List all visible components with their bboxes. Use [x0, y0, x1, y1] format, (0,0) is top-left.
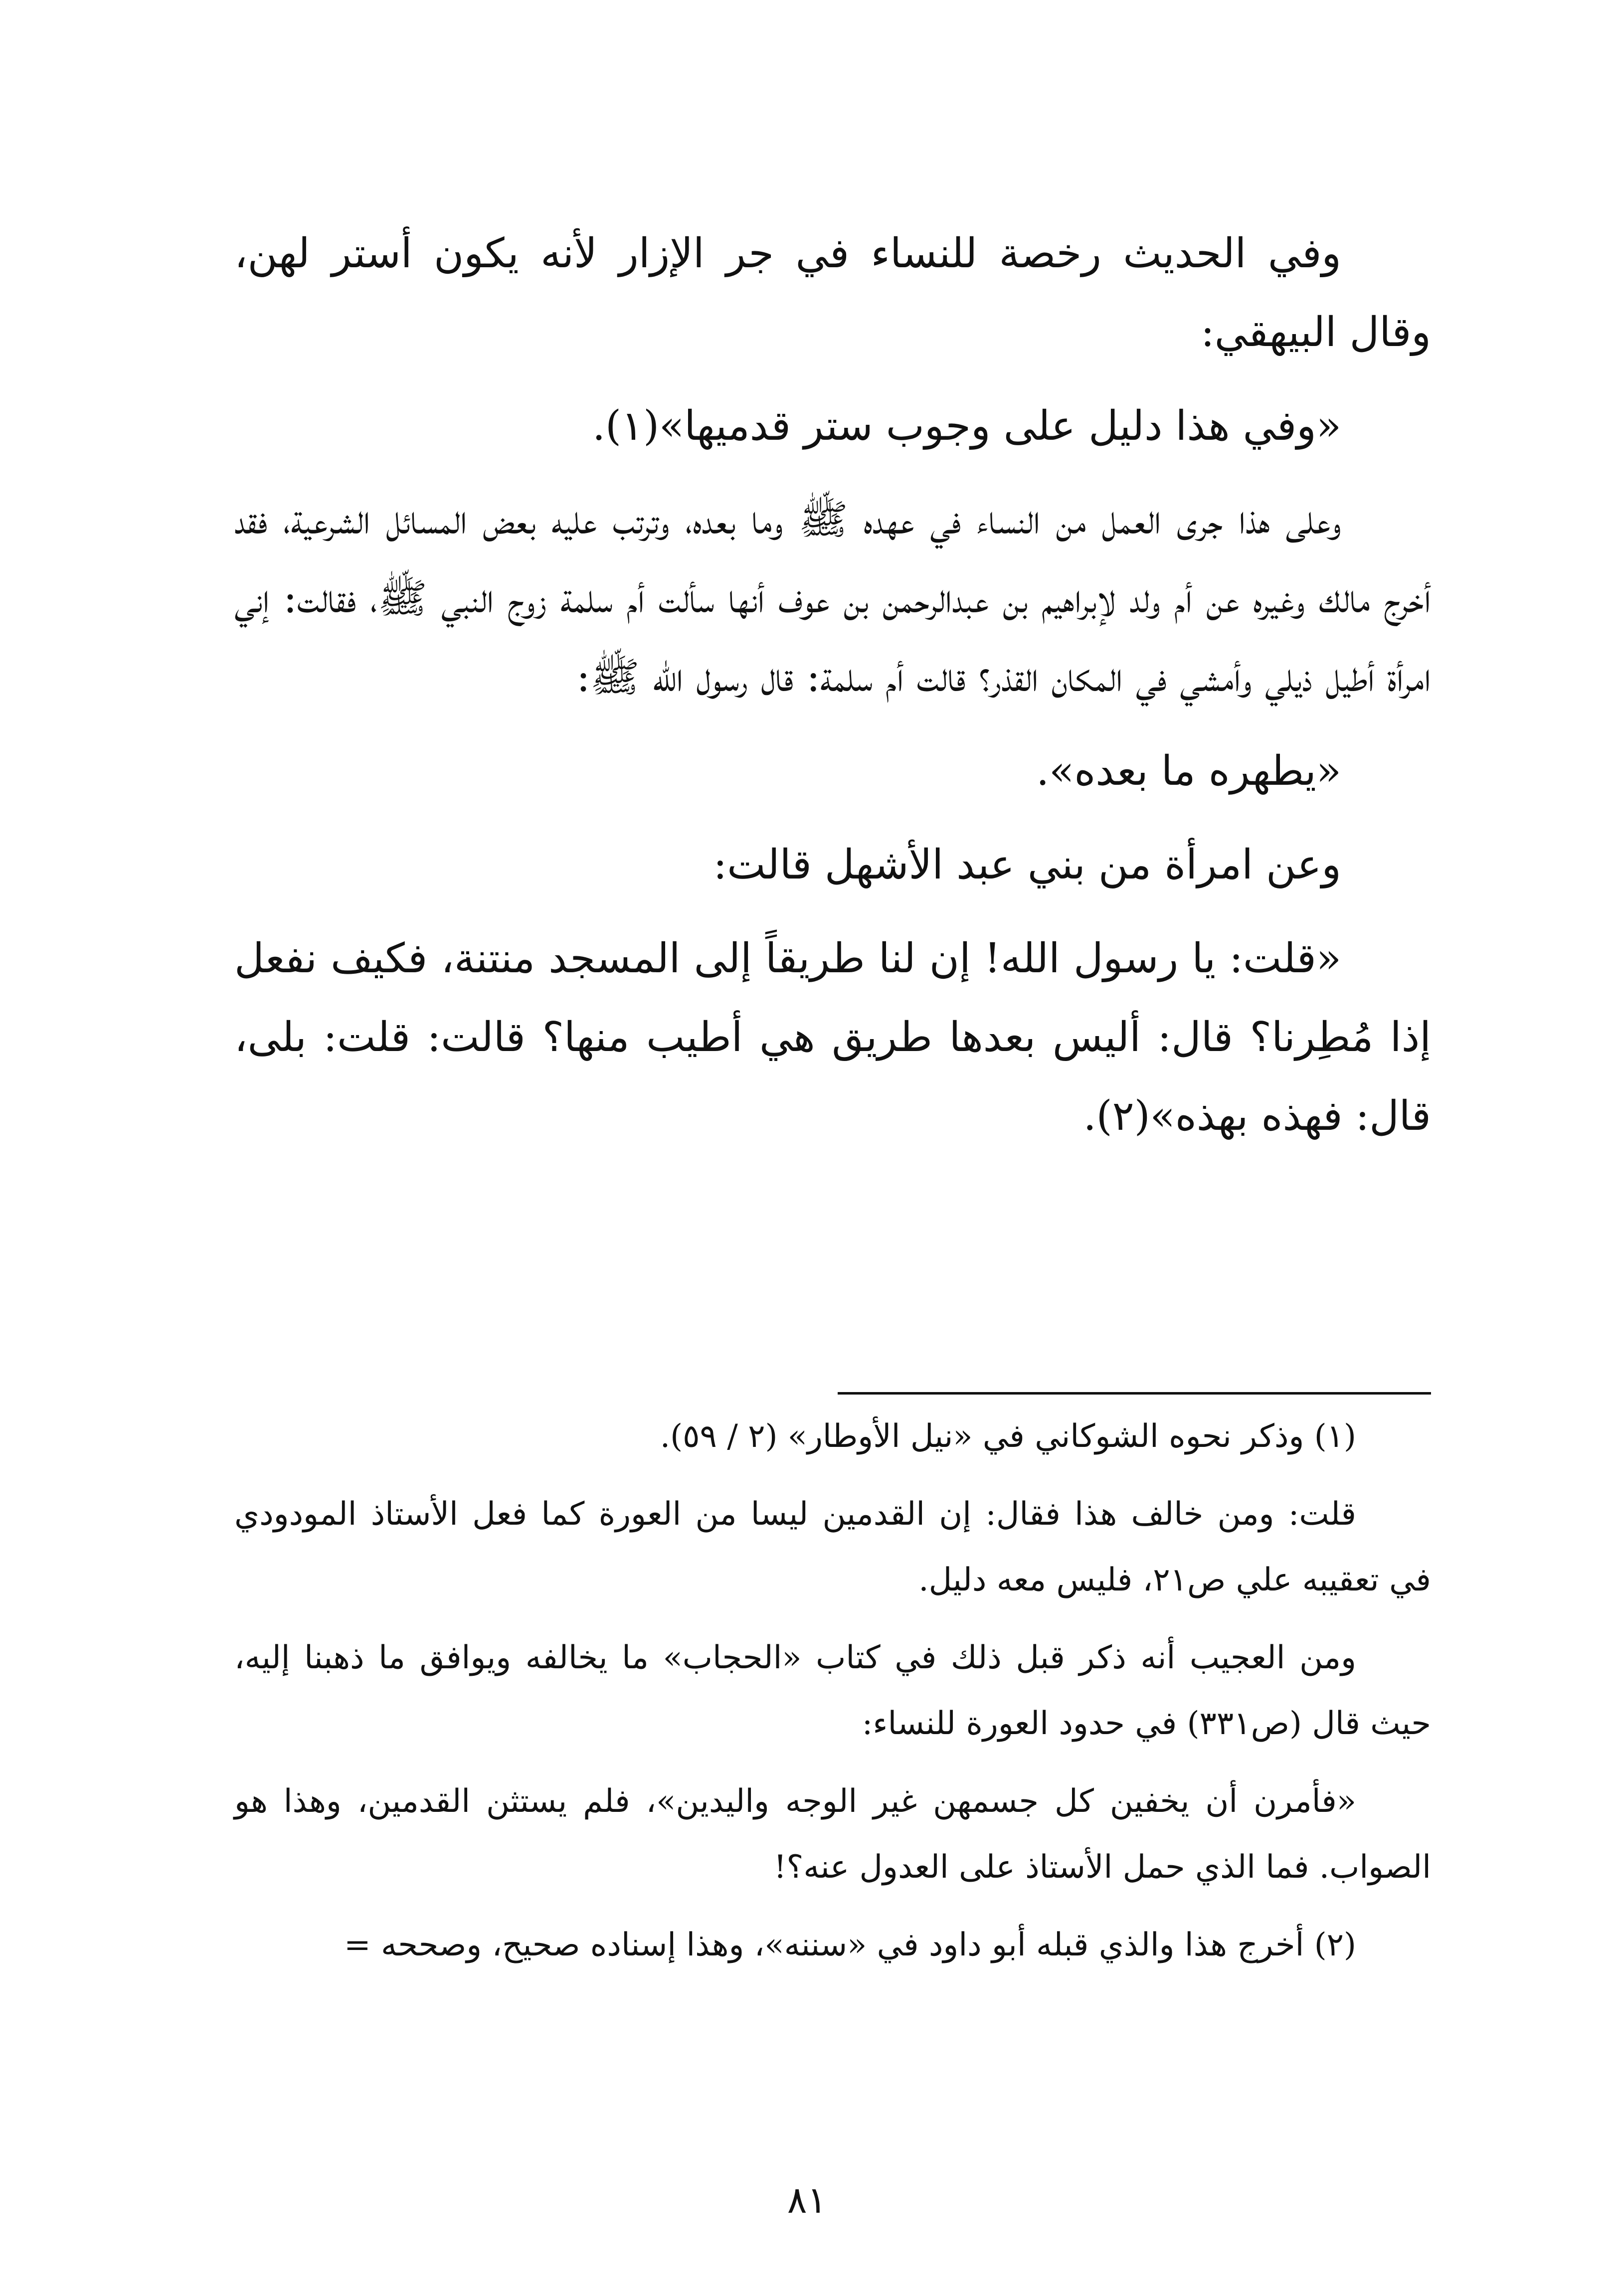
main-text [234, 214, 1431, 1156]
footnote-paragraph-1: قلت: ومن خالف هذا فقال: إن القدمين ليسا من العورة كما فعل الأستاذ المودودي في تعقيبه علي ص٢١، فليس معه دليل. [234, 1496, 1431, 1598]
body-paragraph-3: وعن امرأة من بني عبد الأشهل قالت: [713, 841, 1341, 888]
body-quote-1: «وفي هذا دليل على وجوب ستر قدميها»(١). [592, 402, 1341, 450]
footnote-separator [838, 1392, 1431, 1395]
body-paragraph-1: وفي الحديث رخصة للنساء في جر الإزار لأنه يكون أستر لهن، وقال البيهقي: [234, 230, 1431, 356]
body-quote-3: «قلت: يا رسول الله! إن لنا طريقاً إلى المسجد منتنة، فكيف نفعل إذا مُطِرنا؟ قال: أليس بعدها طريق هي أطيب منها؟ قالت: قلت: بلى، قال: فهذه بهذه»(٢). [234, 935, 1431, 1140]
footnote-paragraph-3: «فأمرن أن يخفين كل جسمهن غير الوجه واليدين»، فلم يستثن القدمين، وهذا هو الصواب. فما الذي حمل الأستاذ على العدول عنه؟! [234, 1783, 1431, 1886]
body-quote-2: «يطهره ما بعده». [1036, 747, 1341, 795]
footnote-2: (٢) أخرج هذا والذي قبله أبو داود في «سننه»، وهذا إسناده صحيح، وصححه = [344, 1927, 1356, 1963]
footnote-1: (١) وذكر نحوه الشوكاني في «نيل الأوطار» (٢ / ٥٩). [660, 1418, 1356, 1455]
footnote-paragraph-2: ومن العجيب أنه ذكر قبل ذلك في كتاب «الحجاب» ما يخالفه ويوافق ما ذهبنا إليه، حيث قال (ص٣٣١) في حدود العورة للنساء: [234, 1639, 1431, 1742]
body-paragraph-2: وعلى هذا جرى العمل من النساء في عهده ﷺ وما بعده، وترتب عليه بعض المسائل الشرعية، فقد أخرج مالك وغيره عن أم ولد لإبراهيم بن عبدالرحمن بن عوف أنها سألت أم سلمة زوج النبي ﷺ، فقالت: إني امرأة أطيل ذيلي وأمشي في المكان القذر؟ قالت أم سلمة: قال رسول الله ﷺ: [234, 496, 1431, 701]
footnotes [234, 1404, 1431, 1978]
page-number: ٨١ [787, 2179, 827, 2222]
